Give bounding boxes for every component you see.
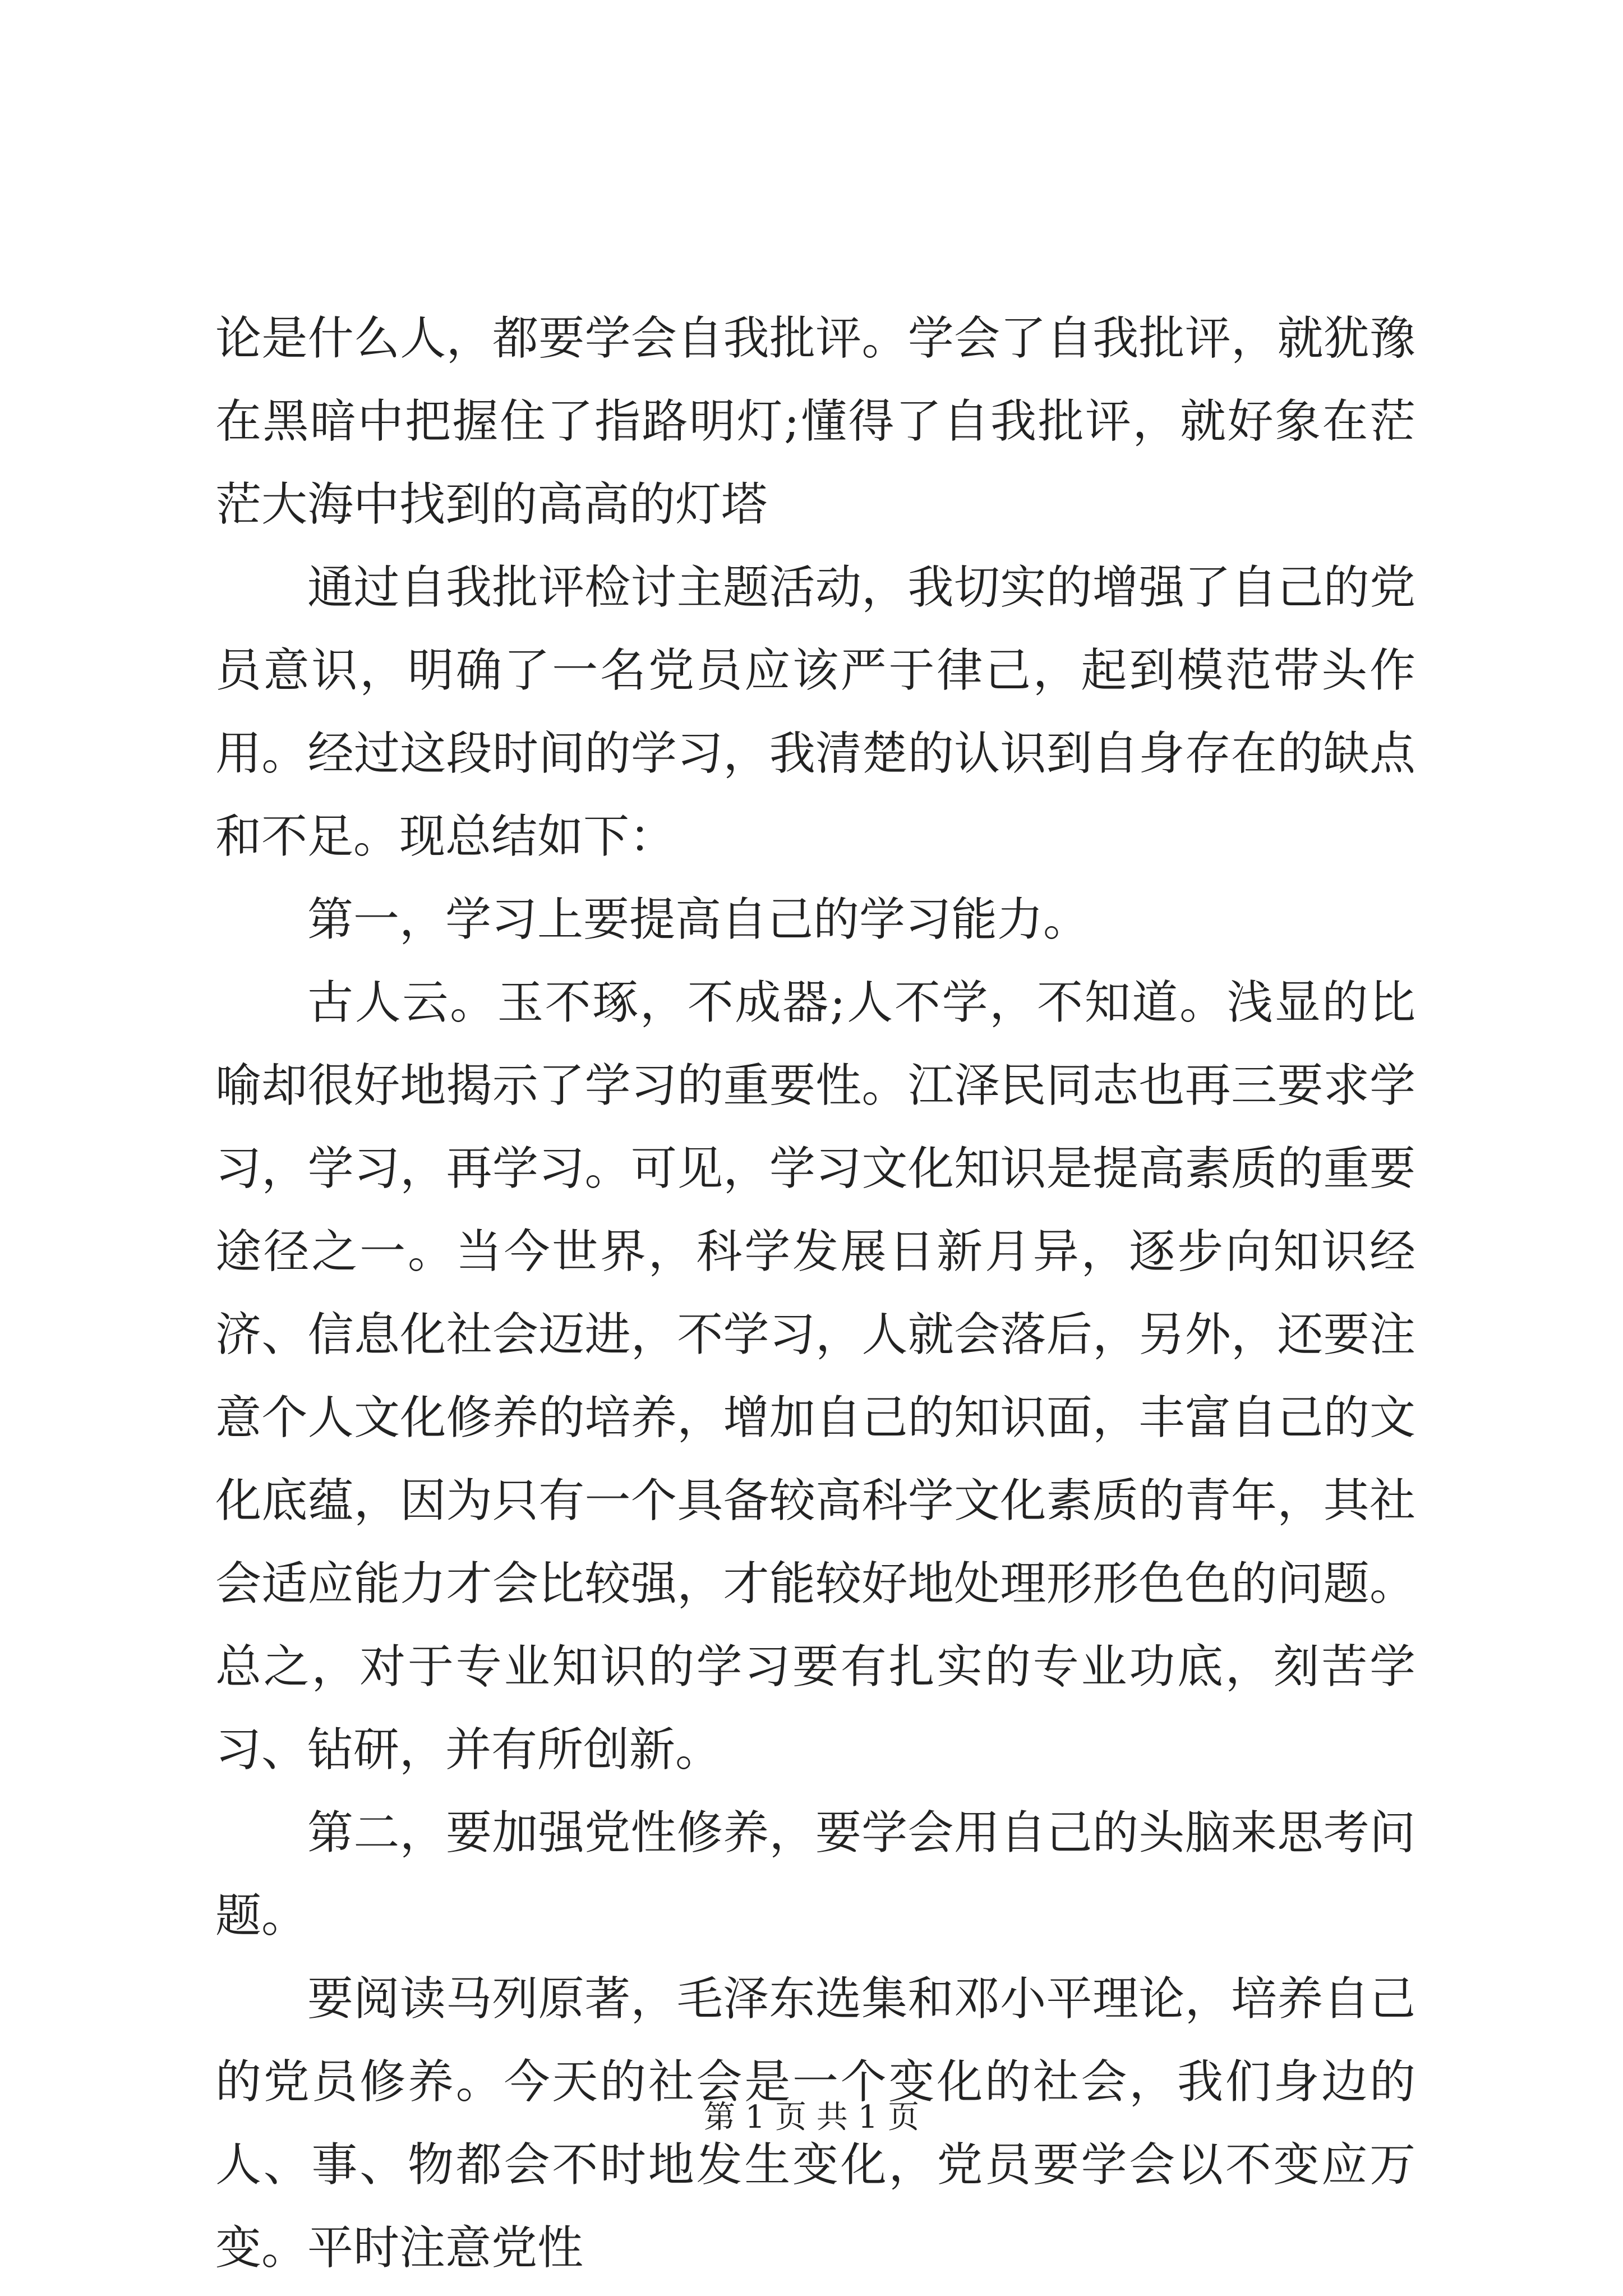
paragraph-4: 古人云。玉不琢，不成器;人不学，不知道。浅显的比喻却很好地揭示了学习的重要性。江泽民同志也再三要求学习，学习，再学习。可见，学习文化知识是提高素质的重要途径之一。当今世界，科学发展日新月异，逐步向知识经济、信息化社会迈进，不学习，人就会落后，另外，还要注意个人文化修养的培养，增加自己的知识面，丰富自己的文化底蕴，因为只有一个具备较高科学文化素质的青年，其社会适应能力才会比较强，才能较好地处理形形色色的问题。总之，对于专业知识的学习要有扎实的专业功底，刻苦学习、钻研，并有所创新。: [215, 976, 1415, 1777]
page-footer: 第 1 页 共 1 页: [703, 2099, 920, 2136]
paragraph-3: 第一，学习上要提高自己的学习能力。: [307, 893, 1090, 946]
paragraph-5: 第二，要加强党性修养，要学会用自己的头脑来思考问题。: [215, 1806, 1415, 1943]
paragraph-6: 要阅读马列原著，毛泽东选集和邓小平理论，培养自己的党员修养。今天的社会是一个变化的社会，我们身边的人、事、物都会不时地发生变化，党员要学会以不变应万变。平时注意党性: [215, 1972, 1415, 2275]
paragraph-2: 通过自我批评检讨主题活动，我切实的增强了自己的党员意识，明确了一名党员应该严于律己，起到模范带头作用。经过这段时间的学习，我清楚的认识到自身存在的缺点和不足。现总结如下：: [215, 561, 1415, 863]
paragraph-1: 论是什么人，都要学会自我批评。学会了自我批评，就犹豫在黑暗中把握住了指路明灯;懂得了自我批评，就好象在茫茫大海中找到的高高的灯塔: [215, 312, 1415, 531]
document-body: [215, 297, 1415, 2290]
